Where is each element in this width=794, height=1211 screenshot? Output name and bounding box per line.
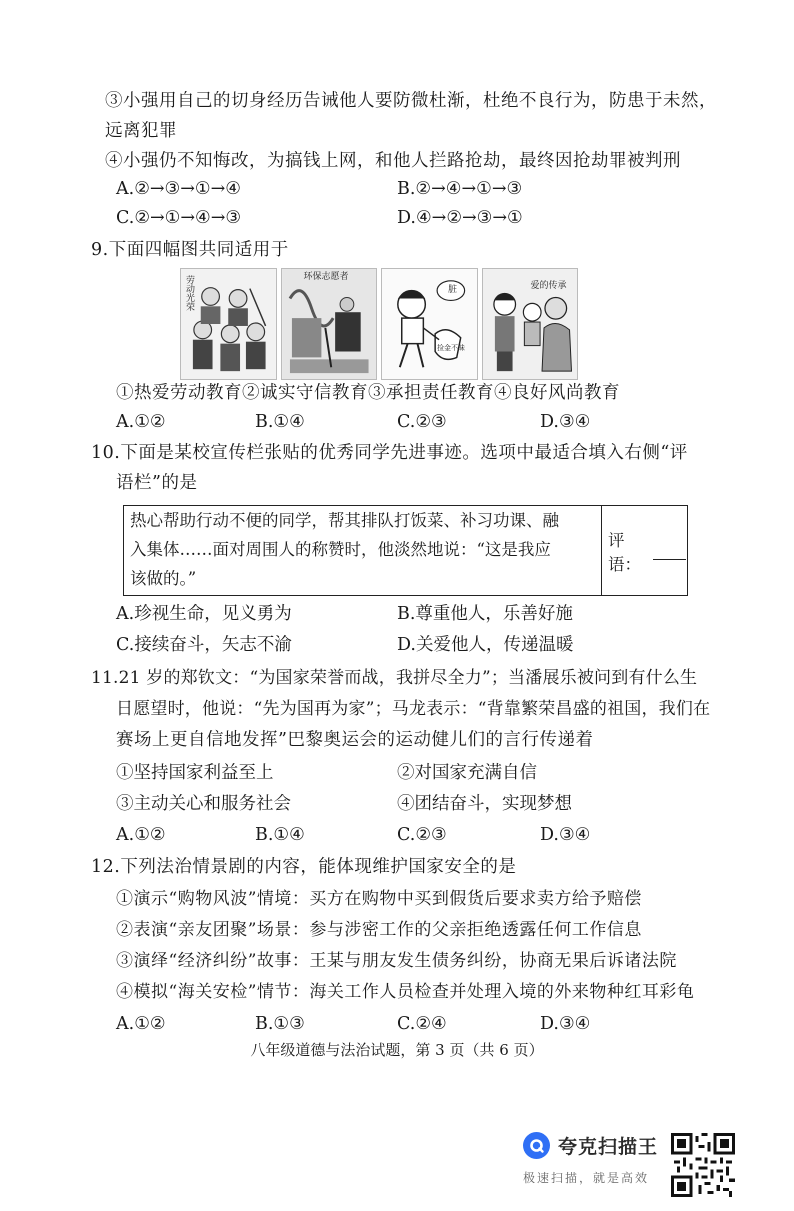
q9-stem: 9.下面四幅图共同适用于: [91, 240, 289, 260]
q10-comment-cell: [602, 506, 686, 595]
q9-picture-care: [482, 268, 579, 380]
q11-stem-line3: 赛场上更自信地发挥”巴黎奥运会的运动健儿们的言行传递着: [116, 730, 594, 750]
q8-option-a: A.②→③→①→④: [116, 179, 241, 199]
q10-option-a: A.珍视生命，见义勇为: [116, 604, 292, 624]
scanner-slogan: 极速扫描，就是高效: [523, 1171, 650, 1185]
q9-option-a: A.①②: [116, 412, 166, 432]
q10-stem-line1: 10.下面是某校宣传栏张贴的优秀同学先进事迹。选项中最适合填入右侧“评: [91, 443, 688, 463]
q12-item4: ④模拟“海关安检”情节：海关工作人员检查并处理入境的外来物种红耳彩龟: [116, 982, 695, 1002]
q12-item2: ②表演“亲友团聚”场景：参与涉密工作的父亲拒绝透露任何工作信息: [116, 920, 642, 940]
q11-option-d: D.③④: [540, 825, 591, 845]
q12-stem: 12.下列法治情景剧的内容，能体现维护国家安全的是: [91, 857, 517, 877]
q12-option-c: C.②④: [397, 1014, 447, 1034]
qr-code-icon: [671, 1133, 735, 1197]
q8-option-c: C.②→①→④→③: [116, 208, 242, 228]
q9-img3-speech: 脏: [448, 285, 458, 295]
scanner-brand-name: 夸克扫描王: [558, 1136, 659, 1158]
q10-option-d: D.关爱他人，传递温暖: [397, 635, 574, 655]
q8-item3-line2: 远离犯罪: [105, 121, 177, 141]
q11-option-a: A.①②: [116, 825, 166, 845]
q10-story-text: [124, 506, 602, 595]
q9-img2-caption: 环保志愿者: [303, 272, 349, 282]
q9-picture-labor: [180, 268, 277, 380]
q9-option-c: C.②③: [397, 412, 447, 432]
q9-img1-caption: 劳动光荣: [184, 275, 194, 311]
q10-box-line3: 该做的。”: [130, 569, 197, 588]
labor-illustration: [181, 269, 276, 379]
q10-box-line2: 入集体……面对周围人的称赞时，他淡然地说：“这是我应: [130, 540, 551, 559]
scanner-brand: [523, 1132, 658, 1159]
q8-option-b: B.②→④→①→③: [397, 179, 523, 199]
q11-item3: ③主动关心和服务社会: [116, 794, 291, 814]
q10-option-b: B.尊重他人，乐善好施: [397, 604, 573, 624]
q11-stem-line2: 日愿望时，他说：“先为国再为家”；马龙表示：“背靠繁荣昌盛的祖国，我们在: [116, 699, 711, 719]
q9-items: ①热爱劳动教育②诚实守信教育③承担责任教育④良好风尚教育: [116, 383, 620, 403]
q11-stem-line1: 11.21 岁的郑钦文：“为国家荣誉而战，我拼尽全力”；当潘展乐被问到有什么生: [91, 668, 698, 688]
q12-item3: ③演绎“经济纠纷”故事：王某与朋友发生债务纠纷，协商无果后诉诸法院: [116, 951, 677, 971]
environment-illustration: [282, 269, 377, 379]
q10-option-c: C.接续奋斗，矢志不渝: [116, 635, 292, 655]
q10-comment-label: 评语：: [608, 530, 641, 574]
q12-option-a: A.①②: [116, 1014, 166, 1034]
q8-item4: ④小强仍不知悔改，为搞钱上网，和他人拦路抢劫，最终因抢劫罪被判刑: [105, 151, 681, 171]
q9-img3-bag: 捡金不昧: [437, 344, 465, 352]
q11-option-c: C.②③: [397, 825, 447, 845]
quark-logo-icon: [523, 1132, 550, 1159]
q8-item3-line1: ③小强用自己的切身经历告诫他人要防微杜渐，杜绝不良行为，防患于未然，: [105, 91, 717, 111]
q11-item2: ②对国家充满自信: [397, 763, 537, 783]
q12-option-d: D.③④: [540, 1014, 591, 1034]
q10-comment-blank: [653, 542, 686, 560]
q10-stem-line2: 语栏”的是: [116, 473, 198, 493]
q9-picture-environment: [281, 268, 378, 380]
q11-option-b: B.①④: [255, 825, 305, 845]
q8-option-d: D.④→②→③→①: [397, 208, 523, 228]
page-footer: 八年级道德与法治试题，第 3 页（共 6 页）: [250, 1041, 544, 1059]
q9-option-b: B.①④: [255, 412, 305, 432]
q9-picture-honesty: [381, 268, 478, 380]
honesty-illustration: [382, 269, 477, 379]
q9-picture-strip: [180, 268, 578, 380]
q9-img4-caption: 爱的传承: [530, 281, 567, 291]
q9-option-d: D.③④: [540, 412, 591, 432]
q11-item1: ①坚持国家利益至上: [116, 763, 274, 783]
q10-story-box: [123, 505, 688, 596]
q12-item1: ①演示“购物风波”情境：买方在购物中买到假货后要求卖方给予赔偿: [116, 889, 642, 909]
q11-item4: ④团结奋斗，实现梦想: [397, 794, 572, 814]
q10-box-line1: 热心帮助行动不便的同学，帮其排队打饭菜、补习功课、融: [130, 511, 559, 530]
q12-option-b: B.①③: [255, 1014, 305, 1034]
